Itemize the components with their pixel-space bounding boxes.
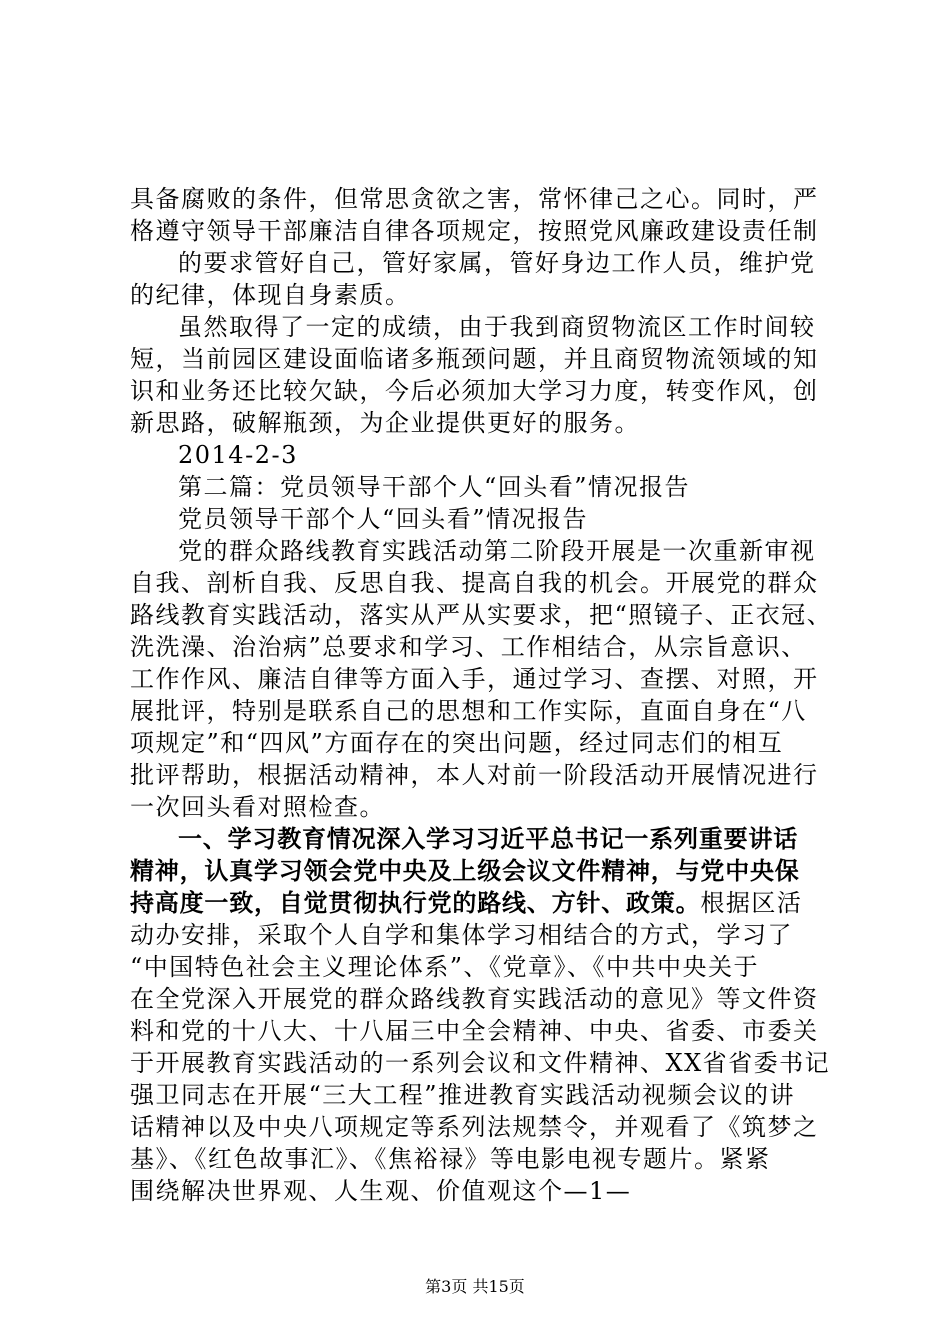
paragraph-line: 批评帮助，根据活动精神，本人对前一阶段活动开展情况进行 — [130, 761, 819, 789]
paragraph-line: 的要求管好自己，管好家属，管好身边工作人员，维护党 — [178, 249, 816, 277]
paragraph-line: 新思路，破解瓶颈，为企业提供更好的服务。 — [130, 409, 640, 437]
paragraph-line: 洗洗澡、治治病”总要求和学习、工作相结合，从宗旨意识、 — [130, 633, 807, 661]
paragraph-line: 党的群众路线教育实践活动第二阶段开展是一次重新审视 — [178, 537, 816, 565]
bold-heading-line: 一、学习教育情况深入学习习近平总书记一系列重要讲话 — [178, 825, 798, 853]
paragraph-line: 项规定”和“四风”方面存在的突出问题，经过同志们的相互 — [130, 729, 784, 757]
paragraph-line: 料和党的十八大、十八届三中全会精神、中央、省委、市委关 — [130, 1017, 819, 1045]
paragraph-line: 的纪律，体现自身素质。 — [130, 281, 411, 309]
paragraph-line: 自我、剖析自我、反思自我、提高自我的机会。开展党的群众 — [130, 569, 819, 597]
paragraph-line: 虽然取得了一定的成绩，由于我到商贸物流区工作时间较 — [178, 313, 816, 341]
paragraph-line: 具备腐败的条件，但常思贪欲之害，常怀律己之心。同时，严 — [130, 185, 819, 213]
paragraph-line: 话精神以及中央八项规定等系列法规禁令，并观看了《筑梦之 — [130, 1113, 819, 1141]
bold-heading-fragment: 持高度一致，自觉贯彻执行党的路线、方针、政策。 — [130, 889, 701, 917]
paragraph-line: 于开展教育实践活动的一系列会议和文件精神、XX省省委书记 — [130, 1049, 831, 1077]
paragraph-line: 工作作风、廉洁自律等方面入手，通过学习、查摆、对照，开 — [130, 665, 819, 693]
paragraph-line: “中国特色社会主义理论体系”、《党章》、《中共中央关于 — [130, 953, 760, 981]
date-line: 2014-2-3 — [178, 441, 298, 469]
paragraph-line: 动办安排，采取个人自学和集体学习相结合的方式，学习了 — [130, 921, 793, 949]
paragraph-line: 基》、《红色故事汇》、《焦裕禄》等电影电视专题片。紧紧 — [130, 1145, 771, 1173]
page-number-footer: 第3页 共15页 — [425, 1277, 525, 1296]
paragraph-line: 展批评，特别是联系自己的思想和工作实际，直面自身在“八 — [130, 697, 807, 725]
report-title: 党员领导干部个人“回头看”情况报告 — [178, 505, 589, 533]
paragraph-fragment: 根据区活 — [700, 889, 803, 917]
section-heading: 第二篇：党员领导干部个人“回头看”情况报告 — [178, 473, 691, 501]
paragraph-line: 路线教育实践活动，落实从严从实要求，把“照镜子、正衣冠、 — [130, 601, 833, 629]
paragraph-line: 识和业务还比较欠缺，今后必须加大学习力度，转变作风，创 — [130, 377, 819, 405]
paragraph-line: 围绕解决世界观、人生观、价值观这个—1— — [130, 1177, 632, 1205]
paragraph-line: 短，当前园区建设面临诸多瓶颈问题，并且商贸物流领域的知 — [130, 345, 819, 373]
paragraph-line: 一次回头看对照检查。 — [130, 793, 385, 821]
mixed-line — [130, 887, 802, 919]
paragraph-line: 格遵守领导干部廉洁自律各项规定，按照党风廉政建设责任制 — [130, 217, 819, 245]
paragraph-line: 在全党深入开展党的群众路线教育实践活动的意见》等文件资 — [130, 985, 819, 1013]
bold-heading-line: 精神，认真学习领会党中央及上级会议文件精神，与党中央保 — [130, 857, 800, 885]
paragraph-line: 强卫同志在开展“三大工程”推进教育实践活动视频会议的讲 — [130, 1081, 796, 1109]
